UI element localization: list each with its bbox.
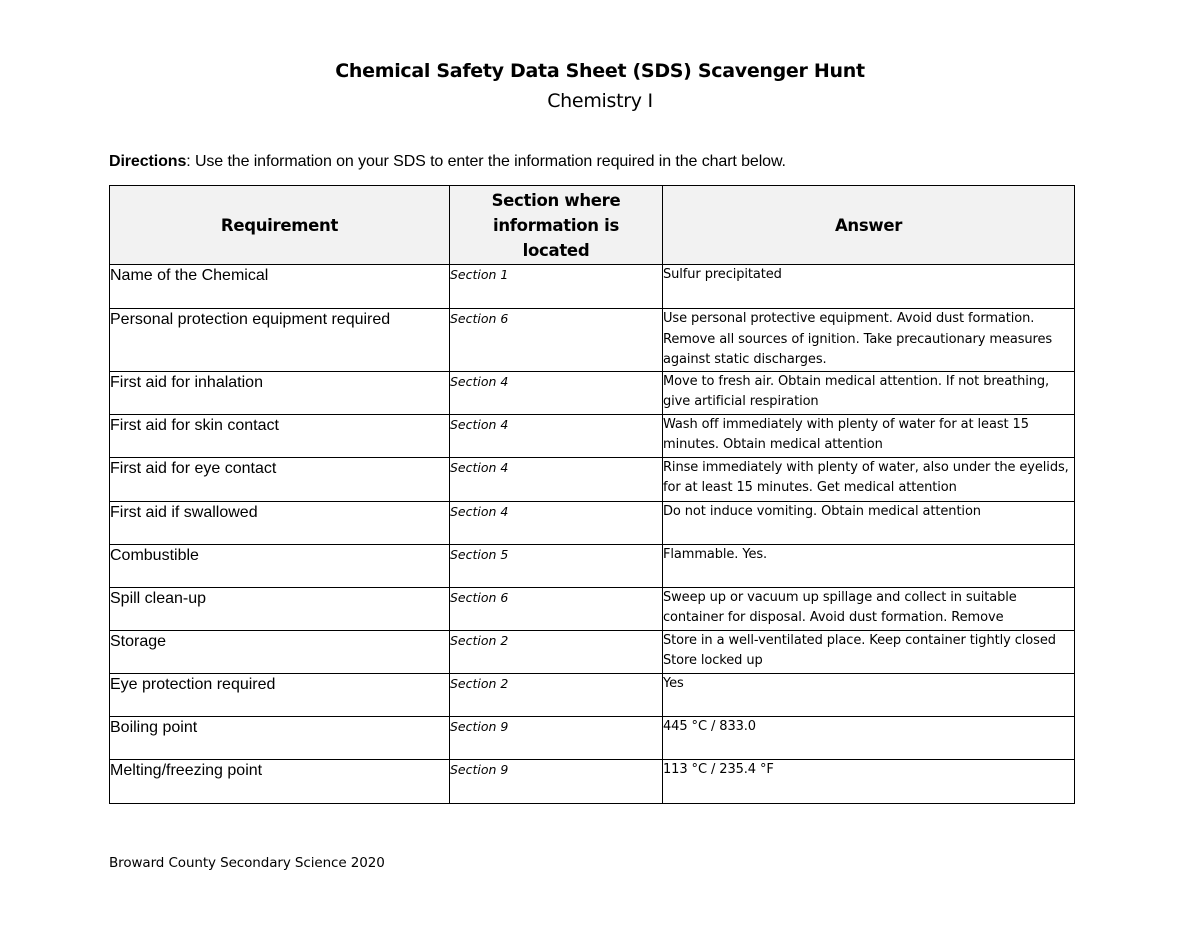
document-subtitle: Chemistry I	[547, 90, 653, 112]
table-row	[110, 265, 1075, 309]
page-footer: Broward County Secondary Science 2020	[109, 855, 385, 871]
table-row	[110, 544, 1075, 587]
section-cell: Section 6	[450, 587, 663, 630]
answer-cell: Wash off immediately with plenty of water for at least 15 minutes. Obtain medical attention	[663, 414, 1075, 457]
answer-cell: Sulfur precipitated	[663, 265, 1075, 309]
answer-cell: 445 °C / 833.0	[663, 716, 1075, 759]
section-cell: Section 2	[450, 630, 663, 673]
section-cell: Section 6	[450, 309, 663, 372]
table-row	[110, 673, 1075, 716]
table-header-row	[110, 186, 1075, 265]
answer-cell: Store in a well-ventilated place. Keep container tightly closed Store locked up	[663, 630, 1075, 673]
section-cell: Section 4	[450, 457, 663, 501]
requirement-cell: Boiling point	[110, 716, 450, 759]
answer-cell: 113 °C / 235.4 °F	[663, 759, 1075, 803]
directions-label: Directions	[109, 153, 187, 170]
table-row	[110, 371, 1075, 414]
requirement-cell: First aid if swallowed	[110, 501, 450, 544]
section-cell: Section 2	[450, 673, 663, 716]
section-cell: Section 9	[450, 759, 663, 803]
column-header-label: Section where information is located	[491, 190, 621, 260]
section-cell: Section 4	[450, 414, 663, 457]
column-header-label: Answer	[834, 215, 903, 235]
table-row	[110, 414, 1075, 457]
section-cell: Section 1	[450, 265, 663, 309]
column-header-section	[450, 186, 663, 265]
table-row	[110, 759, 1075, 803]
requirement-cell: Combustible	[110, 544, 450, 587]
requirement-cell: Eye protection required	[110, 673, 450, 716]
answer-cell: Flammable. Yes.	[663, 544, 1075, 587]
requirement-cell: First aid for eye contact	[110, 457, 450, 501]
section-cell: Section 5	[450, 544, 663, 587]
section-cell: Section 4	[450, 501, 663, 544]
column-header-answer	[663, 186, 1075, 265]
answer-cell: Do not induce vomiting. Obtain medical attention	[663, 501, 1075, 544]
section-cell: Section 9	[450, 716, 663, 759]
requirement-cell: Melting/freezing point	[110, 759, 450, 803]
requirement-cell: Spill clean-up	[110, 587, 450, 630]
directions	[109, 151, 786, 173]
column-header-requirement	[110, 186, 450, 265]
requirement-cell: Storage	[110, 630, 450, 673]
table-row	[110, 630, 1075, 673]
section-cell: Section 4	[450, 371, 663, 414]
answer-cell: Move to fresh air. Obtain medical attention. If not breathing, give artificial respiration	[663, 371, 1075, 414]
sds-table	[109, 185, 1075, 804]
requirement-cell: Personal protection equipment required	[110, 309, 450, 372]
document-title: Chemical Safety Data Sheet (SDS) Scavenger Hunt	[335, 60, 865, 82]
answer-cell: Use personal protective equipment. Avoid dust formation. Remove all sources of ignition. Take precautionary measures against static discharges.	[663, 309, 1075, 372]
directions-text: : Use the information on your SDS to enter the information required in the chart below.	[186, 153, 786, 170]
table-row	[110, 309, 1075, 372]
requirement-cell: First aid for skin contact	[110, 414, 450, 457]
table-row	[110, 587, 1075, 630]
table-row	[110, 501, 1075, 544]
requirement-cell: Name of the Chemical	[110, 265, 450, 309]
requirement-cell: First aid for inhalation	[110, 371, 450, 414]
answer-cell: Rinse immediately with plenty of water, also under the eyelids, for at least 15 minutes. Get medical attention	[663, 457, 1075, 501]
column-header-label: Requirement	[220, 215, 339, 235]
table-row	[110, 716, 1075, 759]
answer-cell: Yes	[663, 673, 1075, 716]
table-row	[110, 457, 1075, 501]
answer-cell: Sweep up or vacuum up spillage and collect in suitable container for disposal. Avoid dust formation. Remove	[663, 587, 1075, 630]
